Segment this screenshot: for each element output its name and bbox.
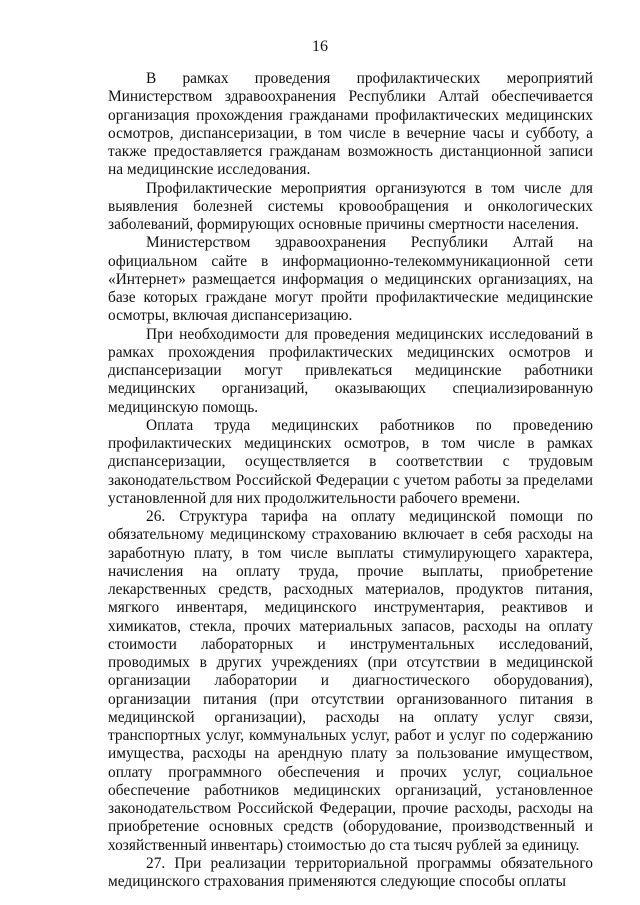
paragraph-item-26-tariff-structure: 26. Структура тарифа на оплату медицинской помощи по обязательному медицинскому страхованию включает в себя расходы на заработную плату, в том числе выплаты стимулирующего характера, начисления на оплату труда, прочие выплаты, приобретение лекарственных средств, расходных материалов, продуктов питания, мягкого инвентаря, медицинского инструментария, реактивов и химикатов, стекла, прочих материальных запасов, расходы на оплату стоимости лабораторных и инструментальных исследований, проводимых в других учреждениях (при отсутствии в медицинской организации лаборатории и диагностического оборудования), организации питания (при отсутствии организованного питания в медицинской организации), расходы на оплату услуг связи, транспортных услуг, коммунальных услуг, работ и услуг по содержанию имущества, расходы на арендную плату за пользование имуществом, оплату программного обеспечения и прочих услуг, социальное обеспечение работников медицинских организаций, установленное законодательством Российской Федерации, прочие расходы, расходы на приобретение основных средств (оборудование, производственный и хозяйственный инвентарь) стоимостью до ста тысяч рублей за единицу. (108, 508, 593, 854)
paragraph-specialist-involvement: При необходимости для проведения медицинских исследований в рамках прохождения профилактических медицинских осмотров и диспансеризации могут привлекаться медицинские работники медицинских организаций, оказывающих специализированную медицинскую помощь. (108, 325, 593, 416)
paragraph-prophylactic-organization: В рамках проведения профилактических мероприятий Министерством здравоохранения Республики Алтай обеспечивается организация прохождения гражданами профилактических медицинских осмотров, диспансеризации, в том числе в вечерние часы и субботу, а также предоставляется гражданам возможность дистанционной записи на медицинские исследования. (108, 70, 593, 179)
paragraph-labor-payment: Оплата труда медицинских работников по проведению профилактических медицинских осмотров, в том числе в рамках диспансеризации, осуществляется в соответствии с трудовым законодательством Российской Федерации с учетом работы за пределами установленной для них продолжительности рабочего времени. (108, 416, 593, 507)
document-body (108, 70, 593, 891)
paragraph-item-27-payment-methods: 27. При реализации территориальной программы обязательного медицинского страхования применяются следующие способы оплаты (108, 854, 593, 890)
paragraph-prophylactic-goals: Профилактические мероприятия организуются в том числе для выявления болезней системы кровообращения и онкологических заболеваний, формирующих основные причины смертности населения. (108, 179, 593, 233)
paragraph-website-information: Министерством здравоохранения Республики Алтай на официальном сайте в информационно-телекоммуникационной сети «Интернет» размещается информация о медицинских организациях, на базе которых граждане могут пройти профилактические медицинские осмотры, включая диспансеризацию. (108, 234, 593, 325)
page-number: 16 (312, 38, 328, 55)
